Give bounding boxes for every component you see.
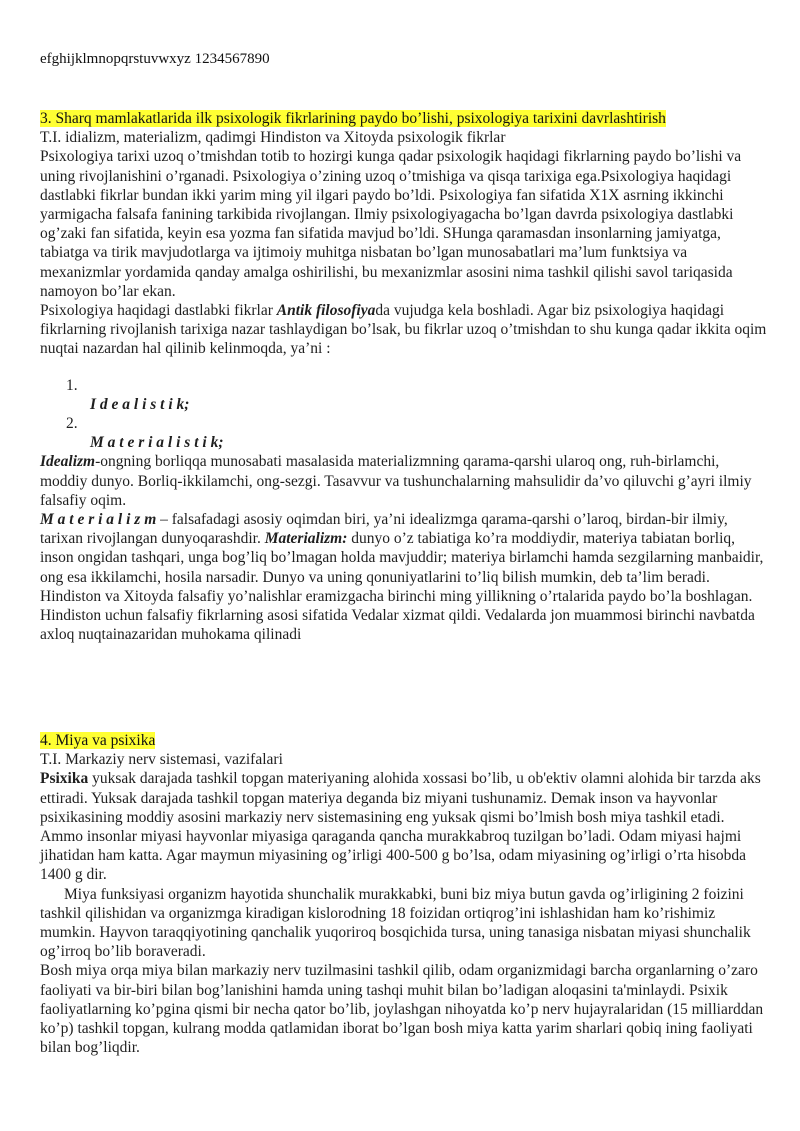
para2-pre: Psixologiya haqidagi dastlabki fikrlar <box>40 302 277 320</box>
materializm-definition <box>40 510 768 587</box>
section-3-paragraph-2 <box>40 301 768 359</box>
section-4-paragraph-1 <box>40 769 768 884</box>
list-item-number: 1. <box>66 376 78 394</box>
antik-filosofiya-term: Antik filosofiya <box>276 302 376 320</box>
section-4-paragraph-3: Bosh miya orqa miya bilan markaziy nerv tuzilmasini tashkil qilib, odam organizmidagi barcha organlarning o’zaro faoliyati va bir-biri bilan bog’lanishini hamda uning tashqi muhit bilan bo’ladigan aloqasini ta'minlaydi. Psixik faoliyatlarning ko’pgina qismi bir necha qator bo’lib, joylashgan nihoyatda ko’p nerv hujayralaridan (15 milliarddan ko’p) tashkil topgan, kulrang modda qatlamidan iborat bo’lgan bosh miya katta yarim sharlari qobiq ining faoliyati bilan bog’liqdir. <box>40 962 764 1057</box>
list-item-label: I d e a l i s t i k; <box>90 395 190 413</box>
materializm-text: – falsafadagi asosiy oqimdan biri, ya’ni idealizmga qarama-qarshi o’laroq, birdan-bir ilmiy, tarixan rivojlangan dunyoqarashdir. <box>40 511 728 548</box>
section-3-paragraph-1: Psixologiya tarixi uzoq o’tmishdan totib to hozirgi kunga qadar psixologik haqidagi fikrlarning paydo bo’lishi va uning rivojlanishini o’rganadi. Psixologiya o’zining uzoq o’tmishiga va qisqa tarixiga ega.Psixologiya haqidagi dastlabki fikrlar bundan ikki yarim ming yil ilgari paydo bo’ldi. Psixologiya fan sifatida X1X asrning ikkinchi yarmigacha falsafa fanining tarkibida rivojlangan. Ilmiy psixologiyagacha bo’lgan davrda psixologiya dastlabki og’zaki fan sifatida, keyin esa yozma fan sifatida mavjud bo’ldi. SHunga qaramasdan insonlarning jamiyatga, tabiatga va tirik mavjudotlarga va ijtimoiy muhitga nisbatan bo’lgan munosabatlari ma’lum funktsiya va mexanizmlar yordamida qanday amalga oshirilishi, bu mexanizmlar asosini nima tashkil qilishi savol tariqasida namoyon bo’lar ekan. <box>40 148 742 300</box>
idealizm-text: -ongning borliqqa munosabati masalasida materializmning qarama-qarshi ularoq ong, ruh-birlamchi, moddiy dunyo. Borliq-ikkilamchi, ong-sezgi. Tasavvur va tushunchalarning mahsulidir da’vo qiluvchi g’ayri ilmiy falsafiy oqim. <box>40 453 752 509</box>
materializm-term-2: Materializm: <box>264 530 348 548</box>
para2-post: da vujudga kela boshladi. Agar biz psixologiya haqidagi fikrlarning rivojlanish tarixiga nazar tashlaydigan bo’lsak, bu fikrlar uzoq o’tmishdan to shu kunga qadar ikkita oqim nuqtai nazardan hal qilinib kelinmoqda, ya’ni : <box>40 302 767 358</box>
psixika-text: yuksak darajada tashkil topgan materiyaning alohida xossasi bo’lib, u ob'ektiv olamni alohida bir tarzda aks ettiradi. Yuksak darajada tashkil topgan materiya deganda biz miyani tushunamiz. Demak inson va hayvonlar psixikasining moddiy asosini markaziy nerv sistemasining eng yuksak qismi bo’lmish bosh miya tashkil etadi. Ammo insonlar miyasi hayvonlar miyasiga qaraganda qancha murakkabroq tuzilgan bo’ladi. Odam miyasi hajmi jihatidan ham katta. Agar maymun miyasining og’irligi 400-500 g bo’lsa, odam miyasining og’irligi o’rta hisobda 1400 g dir. <box>40 770 761 884</box>
section-4-heading: 4. Miya va psixika <box>40 732 156 749</box>
alphabet-line: efghijklmnopqrstuvwxyz 1234567890 <box>40 51 270 67</box>
section-3-heading: 3. Sharq mamlakatlarida ilk psixologik fikrlarining paydo bo’lishi, psixologiya tarixini davrlashtirish <box>40 110 666 127</box>
list-item-label: M a t e r i a l i s t i k; <box>90 434 224 452</box>
section-4-subtitle: T.I. Markaziy nerv sistemasi, vazifalari <box>40 751 283 769</box>
list-item <box>40 376 768 414</box>
section-4 <box>40 731 768 1057</box>
section-4-paragraph-2: Miya funksiyasi organizm hayotida shunchalik murakkabki, buni biz miya butun gavda og’irligining 2 foizini tashkil qilishidan va organizmga kiradigan kislorodning 18 foizidan ortiqrog’ini ishlashidan ham ko’rishimiz mumkin. Hayvon taraqqiyotining qanchalik yuqoriroq bosqichida tursa, uning tanasiga nisbatan miyasi shunchalik og’irroq bo’lib boraveradi. <box>40 885 751 961</box>
idealizm-term: Idealizm <box>40 453 96 471</box>
section-3 <box>40 109 768 644</box>
list-item <box>40 414 768 452</box>
current-list <box>40 376 768 453</box>
hindiston-paragraph: Hindiston va Xitoyda falsafiy yo’nalishlar eramizgacha birinchi ming yillikning o’rtalarida paydo bo’la boshlagan. Hindiston uchun falsafiy fikrlarning asosi sifatida Vedalar xizmat qildi. Vedalarda jon muammosi birinchi navbatda axloq nuqtainazaridan muhokama qilinadi <box>40 587 755 644</box>
psixika-term: Psixika <box>40 770 89 788</box>
materializm-text-2: dunyo o’z tabiatiga ko’ra moddiydir, materiya tabiatan borliq, inson ongidan tashqari, unga bog’liq bo’lmagan holda mavjuddir; materiya birlamchi hamda sezgilarning manbaidir, ong esa ikkilamchi, hosila narsadir. Dunyo va uning qonuniyatlarini to’liq bilish mumkin, deb ta’lim beradi. <box>40 530 764 586</box>
section-3-subtitle: T.I. idializm, materializm, qadimgi Hindiston va Xitoyda psixologik fikrlar <box>40 129 506 147</box>
materializm-term: M a t e r i a l i z m <box>40 511 157 529</box>
list-item-number: 2. <box>66 415 78 433</box>
idealizm-definition <box>40 452 768 510</box>
